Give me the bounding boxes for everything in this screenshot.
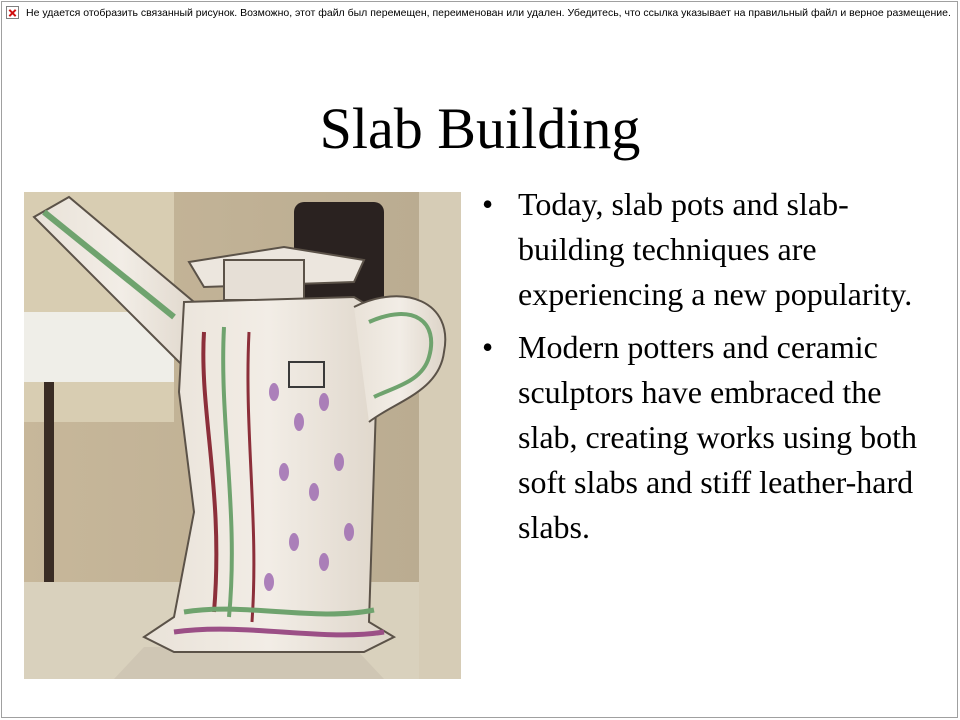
broken-image-x-icon xyxy=(6,6,19,19)
bullet-glyph: • xyxy=(482,329,494,365)
broken-image-notice xyxy=(6,6,951,19)
bullet-glyph: • xyxy=(482,186,494,222)
slide-title: Slab Building xyxy=(319,96,641,161)
bullet-text: Modern potters and ceramic sculptors have embraced the slab, creating works using both soft slabs and stiff leather-hard slabs. xyxy=(518,329,918,545)
bullet-item xyxy=(480,325,930,550)
bullet-list xyxy=(480,182,930,558)
bullet-text: Today, slab pots and slab-building techniques are experiencing a new popularity. xyxy=(518,186,913,312)
broken-image-message: Не удается отобразить связанный рисунок. Возможно, этот файл был перемещен, переименован или удален. Убедитесь, что ссылка указывает на правильный файл и верное размещение. xyxy=(26,6,951,19)
slab-teapot-photo xyxy=(24,192,461,679)
bullet-item xyxy=(480,182,930,317)
